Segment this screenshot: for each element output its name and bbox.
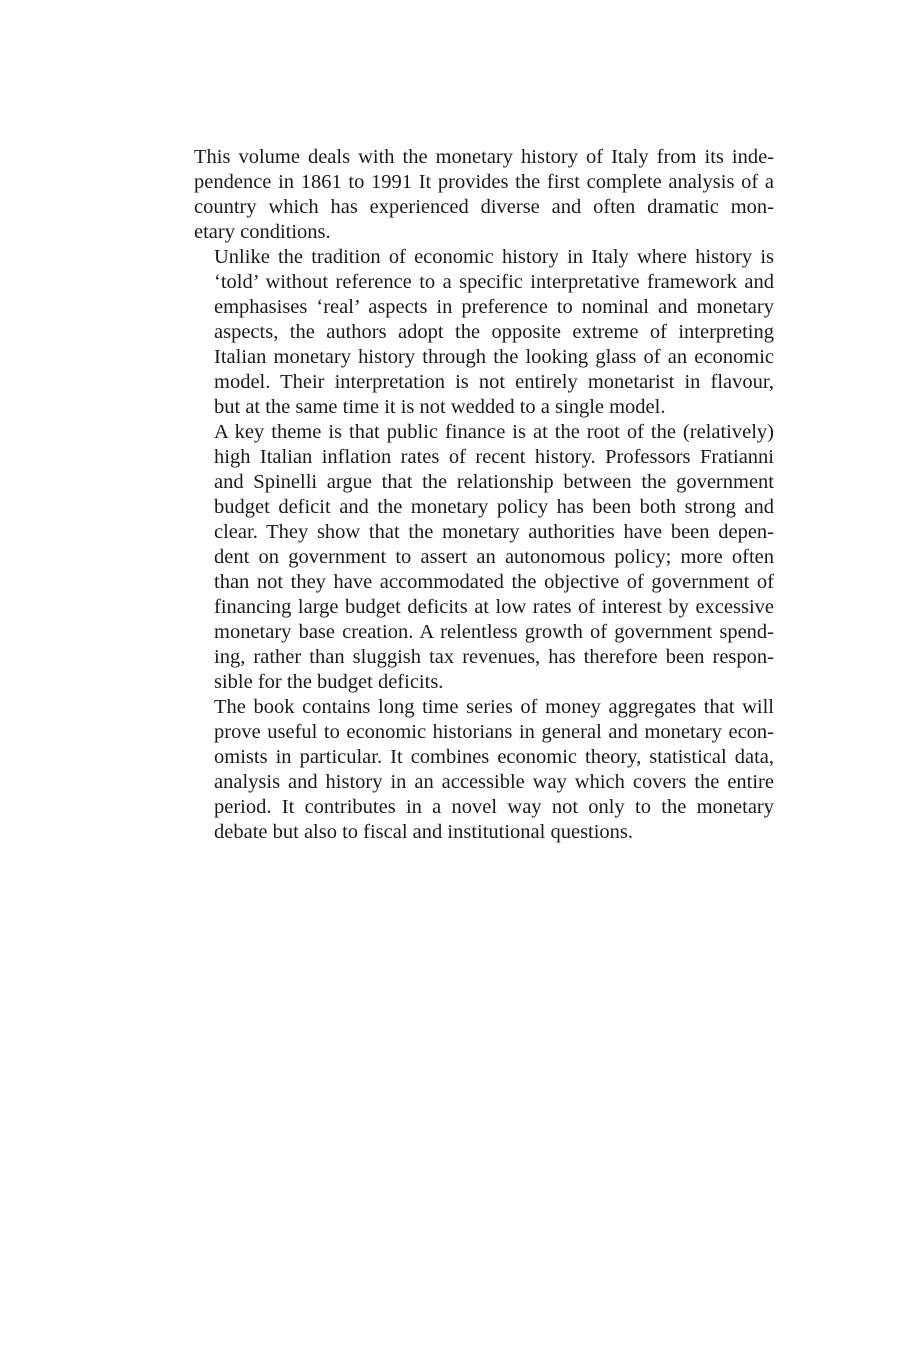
text-line: Unlike the tradition of economic history in Italy where history is [214,246,774,268]
text-line: budget deficit and the monetary policy has been both strong and [214,496,774,518]
text-line: The book contains long time series of money aggregates that will [214,696,774,718]
text-line: aspects, the authors adopt the opposite extreme of interpreting [214,321,774,343]
text-line: dent on government to assert an autonomous policy; more often [214,546,774,568]
text-line: Italian monetary history through the looking glass of an economic [214,346,774,368]
text-line: but at the same time it is not wedded to a single model. [214,396,666,418]
text-line: This volume deals with the monetary history of Italy from its inde- [194,146,774,168]
text-line: country which has experienced diverse and often dramatic mon- [194,196,774,218]
body-text [194,145,774,845]
text-line: pendence in 1861 to 1991 It provides the first complete analysis of a [194,171,774,193]
text-line: sible for the budget deficits. [214,671,444,693]
text-line: model. Their interpretation is not entirely monetarist in flavour, [214,371,774,393]
text-line: ‘told’ without reference to a specific interpretative framework and [214,271,774,293]
text-line: period. It contributes in a novel way not only to the monetary [214,796,774,818]
text-line: high Italian inflation rates of recent history. Professors Fratianni [214,446,774,468]
paragraph-4 [194,695,774,845]
text-line: debate but also to fiscal and institutional questions. [214,821,634,843]
text-line: A key theme is that public finance is at the root of the (relatively) [214,421,774,443]
text-line: financing large budget deficits at low rates of interest by excessive [214,596,774,618]
text-line: than not they have accommodated the objective of government of [214,571,774,593]
paragraph-2 [194,245,774,420]
text-line: emphasises ‘real’ aspects in preference to nominal and monetary [214,296,774,318]
text-line: omists in particular. It combines economic theory, statistical data, [214,746,774,768]
text-line: and Spinelli argue that the relationship between the government [214,471,774,493]
text-line: clear. They show that the monetary authorities have been depen- [214,521,774,543]
text-line: analysis and history in an accessible way which covers the entire [214,771,774,793]
paragraph-1 [194,145,774,245]
paragraph-3 [194,420,774,695]
text-line: ing, rather than sluggish tax revenues, has therefore been respon- [214,646,774,668]
text-line: prove useful to economic historians in general and monetary econ- [214,721,774,743]
text-line: monetary base creation. A relentless growth of government spend- [214,621,774,643]
text-line: etary conditions. [194,221,331,243]
